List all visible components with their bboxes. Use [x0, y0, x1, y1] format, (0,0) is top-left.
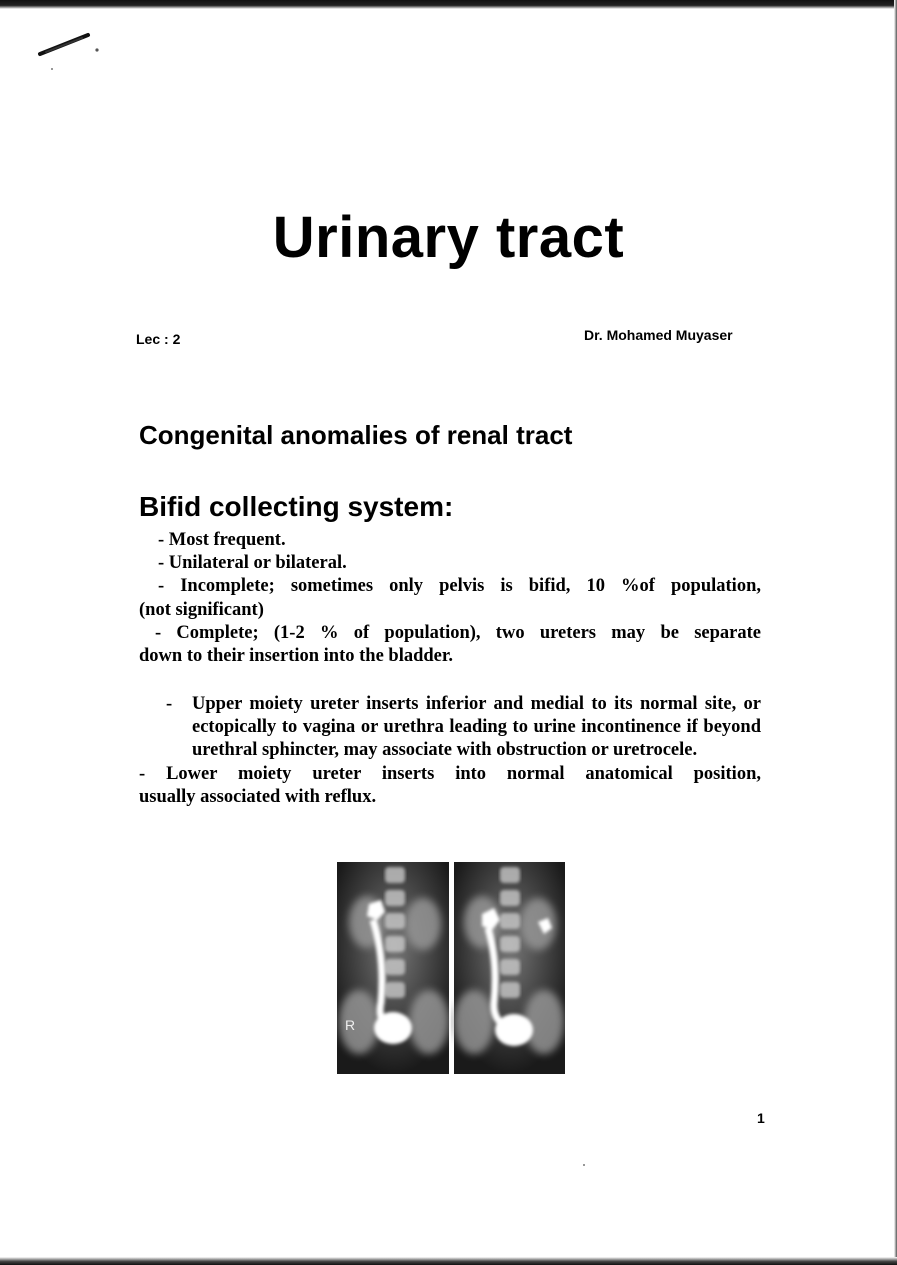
bifid-facts-list — [139, 529, 761, 668]
list-item: - Most frequent. — [158, 530, 286, 550]
section-title: Congenital anomalies of renal tract — [139, 420, 573, 450]
scan-bottom-edge — [0, 1257, 897, 1265]
list-item: - Complete; (1-2 % of population), two ureters may be separate — [155, 622, 761, 643]
scan-top-edge — [0, 0, 897, 9]
list-dash: - — [166, 694, 173, 714]
list-item: - Unilateral or bilateral. — [158, 553, 347, 574]
pen-stroke-mark — [36, 30, 106, 70]
moiety-list — [139, 693, 761, 809]
page-number: 1 — [757, 1110, 765, 1126]
xray-urogram-figure — [337, 862, 565, 1074]
lower-moiety-text: - Lower moiety ureter inserts into normal anatomical position, — [139, 763, 761, 784]
subsection-title: Bifid collecting system: — [139, 491, 454, 522]
xray-panel-right — [454, 862, 565, 1074]
author-name: Dr. Mohamed Muyaser — [584, 327, 733, 343]
list-item-continuation: (not significant) — [139, 599, 264, 620]
xray-panel-left — [337, 862, 451, 1074]
xray-side-marker: R — [345, 1017, 356, 1033]
lecture-number: Lec : 2 — [136, 331, 181, 347]
list-item-continuation: down to their insertion into the bladder. — [139, 646, 454, 667]
scan-speck — [583, 1164, 585, 1166]
lower-moiety-text-continuation: usually associated with reflux. — [139, 786, 377, 807]
upper-moiety-text: Upper moiety ureter inserts inferior and medial to its normal site, or ectopically to vagina or urethra leading to urine incontinence if beyond urethral sphincter, may associate with obstruction or uretrocele. — [192, 694, 761, 761]
upper-moiety-item — [139, 693, 761, 763]
list-item: - Incomplete; sometimes only pelvis is bifid, 10 %of population, — [158, 576, 761, 597]
page-title: Urinary tract — [272, 205, 625, 270]
